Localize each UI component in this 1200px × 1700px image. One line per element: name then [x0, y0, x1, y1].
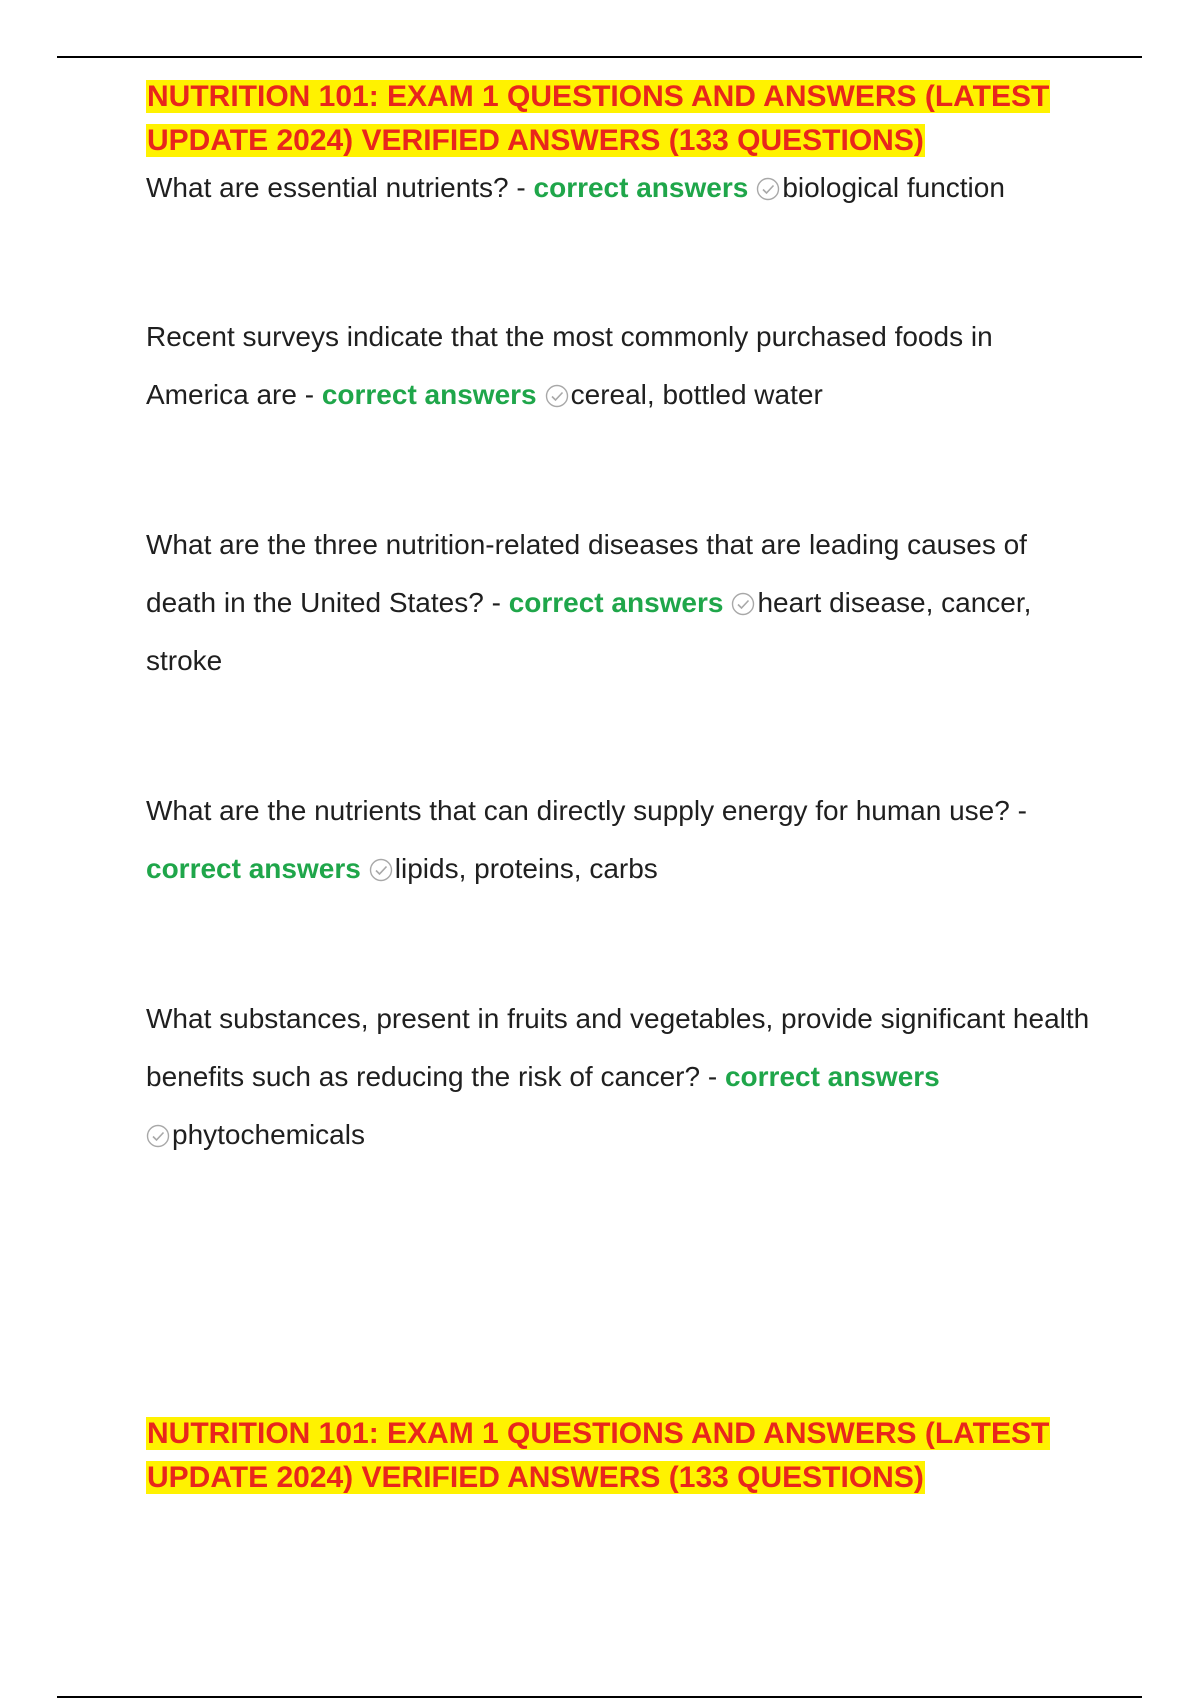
answer-text: cereal, bottled water [570, 379, 823, 410]
qa-item [146, 990, 1096, 1164]
answer-text: biological function [782, 172, 1005, 203]
answer-marker: correct answers [146, 853, 361, 884]
qa-item [146, 308, 1096, 424]
check-circle-icon [731, 592, 755, 616]
answer-marker: correct answers [533, 172, 749, 203]
qa-item [146, 516, 1096, 690]
check-circle-icon [545, 384, 569, 408]
question-text: What substances, present in fruits and vegetables, provide significant health benefits such as reducing the risk of cancer? - [146, 1003, 1090, 1092]
page-title-text: NUTRITION 101: EXAM 1 QUESTIONS AND ANSWERS (LATEST UPDATE 2024) VERIFIED ANSWERS (133 QUESTIONS) [147, 80, 1050, 157]
answer-marker: correct answers [724, 1061, 940, 1092]
bottom-rule [57, 1696, 1142, 1698]
top-rule [57, 56, 1142, 58]
question-text: What are the nutrients that can directly supply energy for human use? - [146, 795, 1027, 826]
check-circle-icon [756, 177, 780, 201]
answer-text: lipids, proteins, carbs [394, 853, 658, 884]
qa-item [146, 159, 1096, 217]
question-text: Recent surveys indicate that the most commonly purchased foods in America are - [146, 321, 993, 410]
answer-text: phytochemicals [172, 1119, 365, 1150]
qa-item [146, 782, 1096, 898]
answer-text: heart disease, cancer, stroke [146, 587, 1032, 676]
page-title-text: NUTRITION 101: EXAM 1 QUESTIONS AND ANSWERS (LATEST UPDATE 2024) VERIFIED ANSWERS (133 QUESTIONS) [147, 1417, 1050, 1494]
page-title-repeat [146, 1412, 1096, 1500]
page-title [146, 75, 1096, 163]
check-circle-icon [369, 858, 393, 882]
question-text: What are the three nutrition-related diseases that are leading causes of death in the United States? - [146, 529, 1027, 618]
check-circle-icon [146, 1124, 170, 1148]
document-body [146, 75, 1096, 1164]
question-text: What are essential nutrients? - [146, 172, 534, 203]
answer-marker: correct answers [508, 587, 724, 618]
answer-marker: correct answers [321, 379, 537, 410]
